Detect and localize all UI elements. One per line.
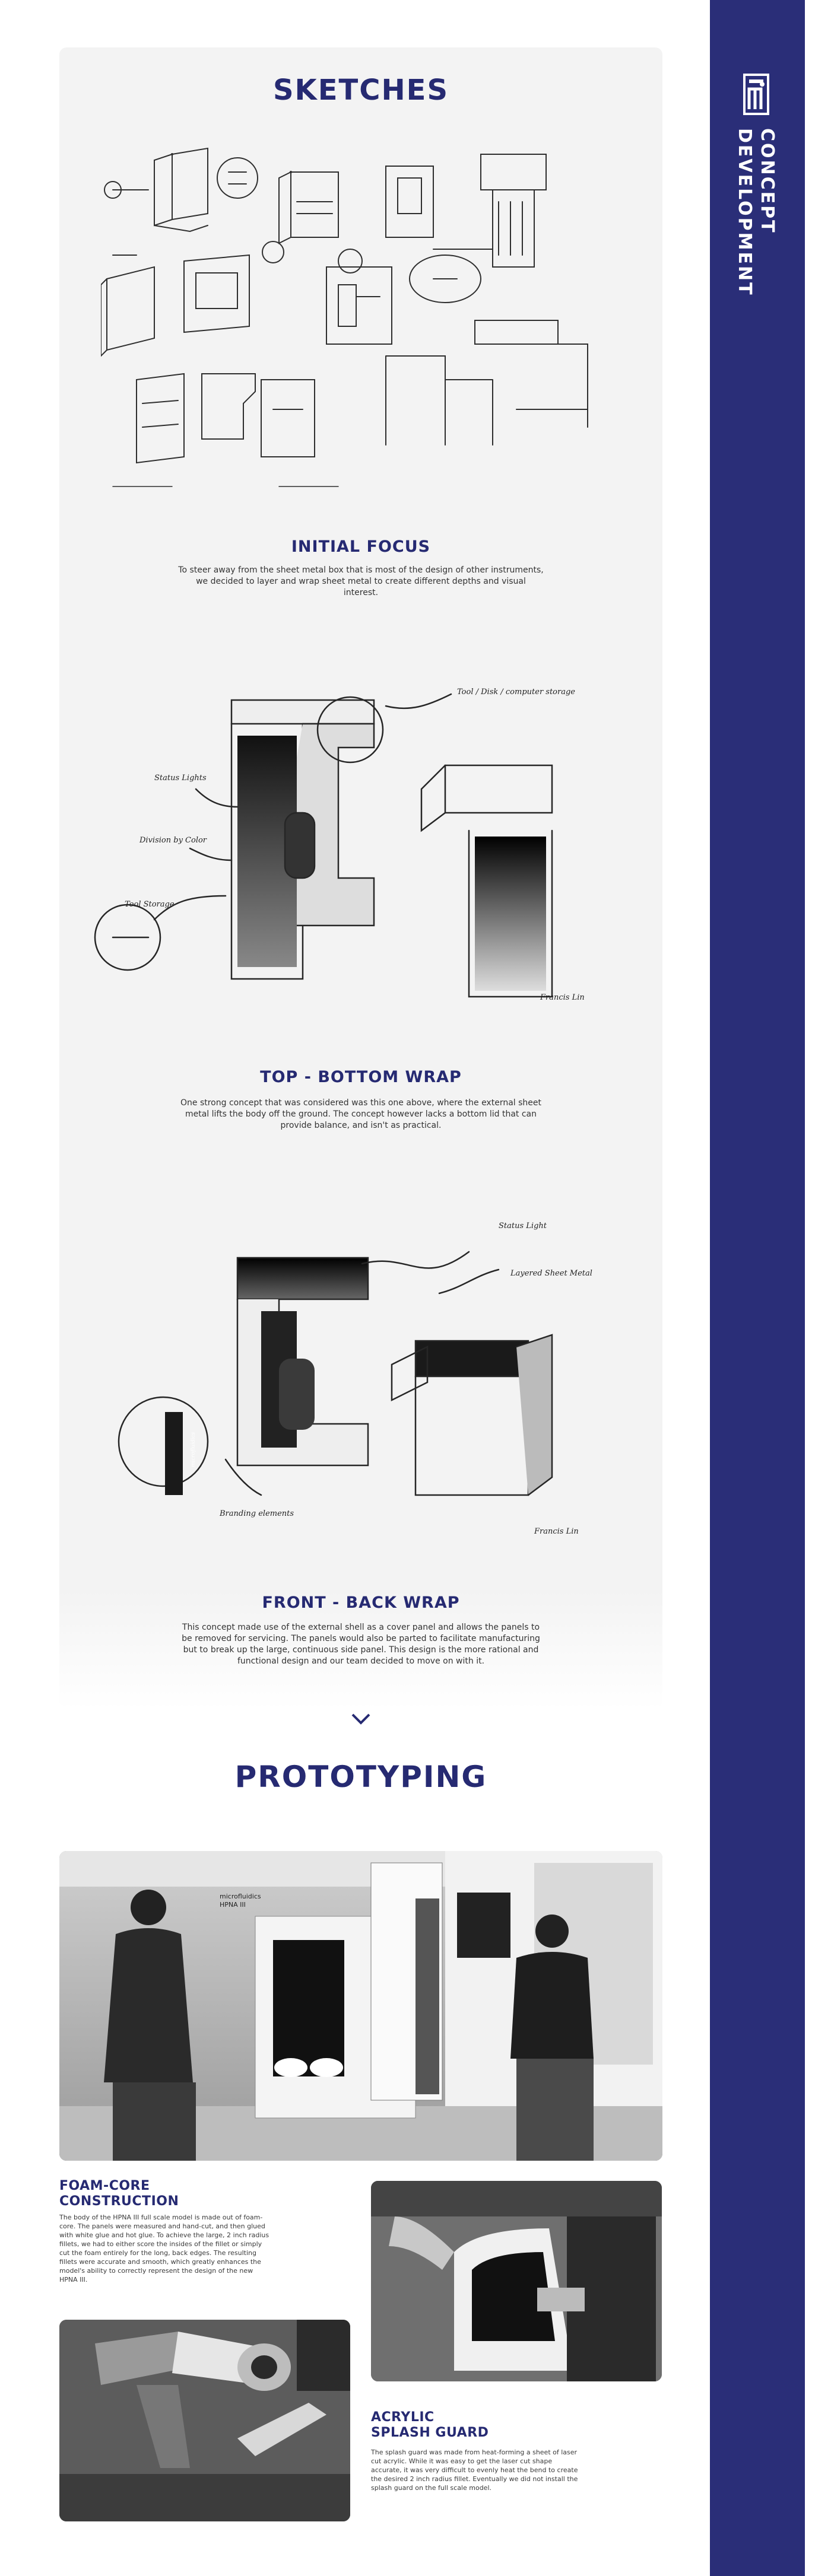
top-bottom-wrap-sketch xyxy=(107,1210,605,1543)
mi-logo-icon xyxy=(743,74,769,115)
acrylic-title-1: ACRYLIC xyxy=(371,2410,434,2425)
side-title xyxy=(733,128,778,297)
ann-microfluidics: microfluidics xyxy=(191,1432,196,1467)
front-back-wrap-text: This concept made use of the external shell as a cover panel and allows the panels to be removed for servicing. The panels would also be parted to facilitate manufacturing but to break up the large, continuous side panel. This design is the more rational and functional design and our team decided to move on with it. xyxy=(182,1623,540,1666)
foam-core-title-1: FOAM-CORE xyxy=(59,2179,150,2193)
ann-layered-sheet-metal: Layered Sheet Metal xyxy=(510,1269,592,1278)
prototype-photo xyxy=(59,1851,662,2161)
top-bottom-wrap-text: One strong concept that was considered was this one above, where the external sheet metal lifts the body off the ground. The concept however lacks a bottom lid that can provide balance, and isn't as practical. xyxy=(180,1098,542,1130)
side-panel xyxy=(710,0,805,2576)
foam-core-text: The body of the HPNA III full scale model is made out of foam-core. The panels were measured and hand-cut, and then glued with white glue and hot glue. To achieve the large, 2 inch radius fillets, we had to either score the insides of the fillet or simply cut the foam entirely for the long, back edges. The resulting fillets were accurate and smooth, which greatly enhances the model's ability to correctly represent the design of the new HPNA III. xyxy=(59,2214,269,2284)
initial-focus-sketch xyxy=(89,670,588,1003)
acrylic-text: The splash guard was made from heat-forming a sheet of laser cut acrylic. While it was easy to get the laser cut shape accurate, it was very difficult to evenly heat the bend to create the desired 2 inch radius fillet. Eventually we did not install the splash guard on the full scale model. xyxy=(371,2448,578,2492)
side-title-line1: CONCEPT xyxy=(757,128,778,234)
sketches-heading: SKETCHES xyxy=(272,74,449,107)
heat-gun-photo xyxy=(59,2320,350,2521)
sketches-image xyxy=(101,131,600,498)
initial-focus-heading: INITIAL FOCUS xyxy=(291,538,431,556)
top-bottom-wrap-heading: TOP - BOTTOM WRAP xyxy=(260,1068,462,1086)
ann-tool-storage: Tool Storage xyxy=(125,900,175,909)
splash-guard-photo xyxy=(371,2181,662,2381)
ann-signature-1: Francis Lin xyxy=(540,993,585,1002)
ann-tool-storage-top: Tool / Disk / computer storage xyxy=(457,688,575,697)
initial-focus-text: To steer away from the sheet metal box that is most of the design of other instruments, we decided to layer and wrap sheet metal to create different depths and visual interest. xyxy=(178,565,544,597)
photo-model-label: HPNA III xyxy=(220,1901,246,1909)
photo-brand-label: microfluidics xyxy=(220,1893,261,1900)
side-title-line2: DEVELOPMENT xyxy=(734,128,755,297)
ann-status-light: Status Light xyxy=(499,1222,547,1230)
acrylic-title-2: SPLASH GUARD xyxy=(371,2425,489,2440)
ann-signature-2: Francis Lin xyxy=(534,1527,579,1536)
front-back-wrap-heading: FRONT - BACK WRAP xyxy=(262,1594,460,1612)
ann-division-color: Division by Color xyxy=(139,836,207,845)
ann-branding-elements: Branding elements xyxy=(220,1509,294,1518)
acrylic-heading xyxy=(371,2410,489,2441)
foam-core-title-2: CONSTRUCTION xyxy=(59,2194,179,2209)
foam-core-heading xyxy=(59,2179,179,2209)
ann-status-lights: Status Lights xyxy=(154,774,207,783)
prototyping-heading: PROTOTYPING xyxy=(234,1760,487,1794)
chevron-down-icon[interactable] xyxy=(350,1712,372,1725)
